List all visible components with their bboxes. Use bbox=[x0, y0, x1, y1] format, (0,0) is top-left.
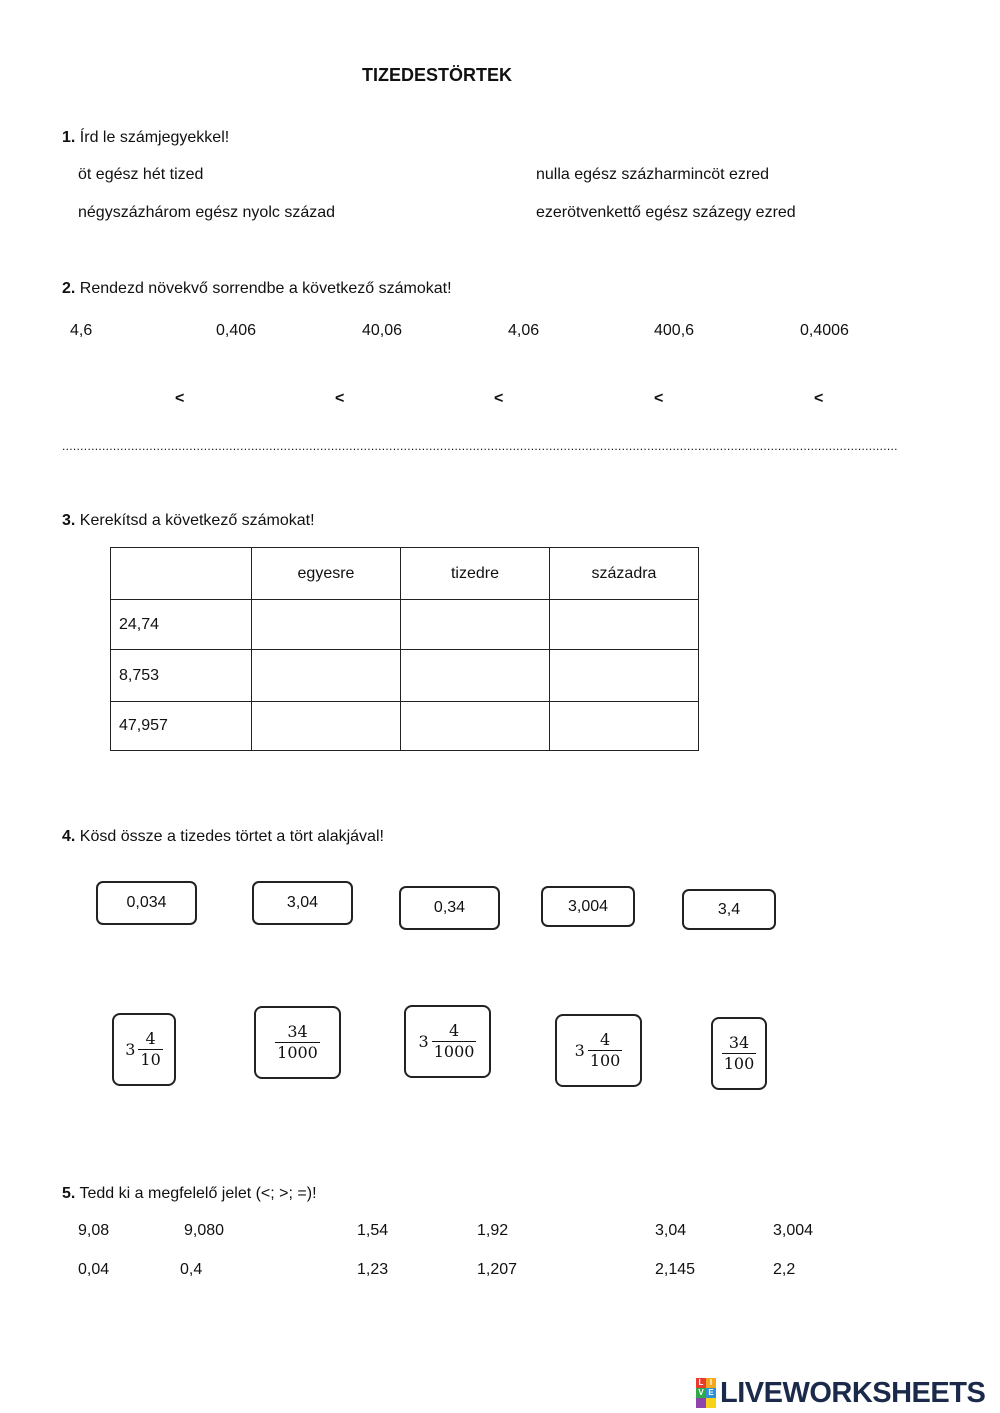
denominator: 1000 bbox=[277, 1043, 318, 1062]
whole-part: 3 bbox=[418, 1032, 429, 1051]
answer-cell[interactable] bbox=[252, 702, 401, 751]
fraction bbox=[275, 1023, 320, 1062]
question-text: Tedd ki a megfelelő jelet (<; >; =)! bbox=[79, 1185, 317, 1202]
decimal-box[interactable]: 3,4 bbox=[682, 889, 776, 930]
table-header-cell bbox=[111, 548, 252, 600]
compare-value: 1,23 bbox=[357, 1261, 389, 1278]
liveworksheets-logo bbox=[696, 1378, 985, 1408]
logo-tile: I bbox=[706, 1378, 716, 1388]
logo-text: LIVEWORKSHEETS bbox=[720, 1376, 986, 1409]
q1-item: öt egész hét tized bbox=[78, 166, 204, 183]
logo-icon bbox=[696, 1378, 716, 1408]
rounding-table bbox=[110, 547, 699, 751]
answer-dotted-line[interactable]: ...................................................................................................................................................................................................................................... bbox=[62, 442, 898, 450]
logo-tile: V bbox=[696, 1388, 706, 1398]
fraction bbox=[588, 1031, 623, 1070]
q1-item: négyszázhárom egész nyolc század bbox=[78, 204, 336, 221]
table-row bbox=[111, 600, 699, 650]
q2-number: 0,4006 bbox=[800, 322, 849, 339]
compare-value: 1,92 bbox=[477, 1222, 509, 1239]
fraction-box[interactable] bbox=[555, 1014, 642, 1087]
q1-item: nulla egész százharmincöt ezred bbox=[536, 166, 770, 183]
logo-tile: L bbox=[696, 1378, 706, 1388]
q2-number: 4,6 bbox=[70, 322, 93, 339]
answer-cell[interactable] bbox=[401, 650, 550, 702]
page-title: TIZEDESTÖRTEK bbox=[362, 65, 513, 85]
numerator: 34 bbox=[728, 1033, 750, 1052]
q1-item: ezerötvenkettő egész százegy ezred bbox=[536, 204, 796, 221]
denominator: 10 bbox=[140, 1050, 161, 1069]
question-1-prompt bbox=[62, 129, 229, 147]
less-than-sign: < bbox=[814, 390, 824, 407]
whole-part: 3 bbox=[574, 1041, 585, 1060]
question-4-prompt bbox=[62, 828, 384, 846]
decimal-box[interactable]: 3,04 bbox=[252, 881, 353, 925]
table-row bbox=[111, 702, 699, 751]
question-number: 2. bbox=[62, 280, 76, 297]
question-5-prompt bbox=[62, 1185, 317, 1203]
question-text: Rendezd növekvő sorrendbe a következő számokat! bbox=[79, 280, 452, 297]
compare-value: 3,04 bbox=[655, 1222, 687, 1239]
answer-cell[interactable] bbox=[550, 600, 699, 650]
denominator: 100 bbox=[589, 1051, 621, 1070]
fraction bbox=[432, 1022, 477, 1061]
logo-tile: E bbox=[706, 1388, 716, 1398]
row-label: 24,74 bbox=[111, 600, 252, 650]
compare-value: 3,004 bbox=[773, 1222, 814, 1239]
question-text: Írd le számjegyekkel! bbox=[79, 129, 230, 146]
decimal-box[interactable]: 0,034 bbox=[96, 881, 197, 925]
less-than-sign: < bbox=[654, 390, 664, 407]
table-header-cell: századra bbox=[550, 548, 699, 600]
fraction bbox=[722, 1034, 757, 1073]
whole-part: 3 bbox=[125, 1040, 136, 1059]
q2-number: 400,6 bbox=[654, 322, 695, 339]
answer-cell[interactable] bbox=[252, 650, 401, 702]
decimal-box[interactable]: 0,34 bbox=[399, 886, 500, 930]
fraction-box[interactable] bbox=[112, 1013, 176, 1086]
table-header-row bbox=[111, 548, 699, 600]
q2-number: 0,406 bbox=[216, 322, 257, 339]
numerator: 34 bbox=[287, 1022, 308, 1041]
answer-cell[interactable] bbox=[550, 702, 699, 751]
q2-number: 40,06 bbox=[362, 322, 403, 339]
compare-value: 2,145 bbox=[655, 1261, 696, 1278]
table-header-cell: tizedre bbox=[401, 548, 550, 600]
compare-value: 2,2 bbox=[773, 1261, 796, 1278]
fraction-box[interactable] bbox=[711, 1017, 767, 1090]
less-than-sign: < bbox=[494, 390, 504, 407]
numerator: 4 bbox=[449, 1021, 460, 1040]
answer-cell[interactable] bbox=[401, 702, 550, 751]
question-number: 3. bbox=[62, 512, 76, 529]
compare-value: 0,4 bbox=[180, 1261, 203, 1278]
denominator: 1000 bbox=[433, 1042, 475, 1061]
less-than-sign: < bbox=[175, 390, 185, 407]
fraction-box[interactable] bbox=[254, 1006, 341, 1079]
answer-cell[interactable] bbox=[252, 600, 401, 650]
numerator: 4 bbox=[599, 1030, 611, 1049]
answer-cell[interactable] bbox=[401, 600, 550, 650]
decimal-box[interactable]: 3,004 bbox=[541, 886, 635, 927]
compare-value: 1,207 bbox=[477, 1261, 518, 1278]
fraction-box[interactable] bbox=[404, 1005, 491, 1078]
numerator: 4 bbox=[145, 1029, 156, 1048]
compare-value: 9,08 bbox=[78, 1222, 110, 1239]
logo-tile bbox=[696, 1398, 706, 1408]
row-label: 47,957 bbox=[111, 702, 252, 751]
question-number: 5. bbox=[62, 1185, 76, 1202]
compare-value: 0,04 bbox=[78, 1261, 110, 1278]
question-text: Kösd össze a tizedes törtet a tört alakjával! bbox=[79, 828, 384, 845]
question-3-prompt bbox=[62, 512, 315, 530]
q2-number: 4,06 bbox=[508, 322, 540, 339]
question-2-prompt bbox=[62, 280, 452, 298]
question-number: 1. bbox=[62, 129, 76, 146]
denominator: 100 bbox=[723, 1054, 755, 1073]
fraction bbox=[138, 1030, 162, 1069]
question-number: 4. bbox=[62, 828, 76, 845]
answer-cell[interactable] bbox=[550, 650, 699, 702]
table-row bbox=[111, 650, 699, 702]
less-than-sign: < bbox=[335, 390, 345, 407]
logo-tile bbox=[706, 1398, 716, 1408]
row-label: 8,753 bbox=[111, 650, 252, 702]
compare-value: 9,080 bbox=[184, 1222, 225, 1239]
compare-value: 1,54 bbox=[357, 1222, 389, 1239]
question-text: Kerekítsd a következő számokat! bbox=[79, 512, 315, 529]
table-header-cell: egyesre bbox=[252, 548, 401, 600]
